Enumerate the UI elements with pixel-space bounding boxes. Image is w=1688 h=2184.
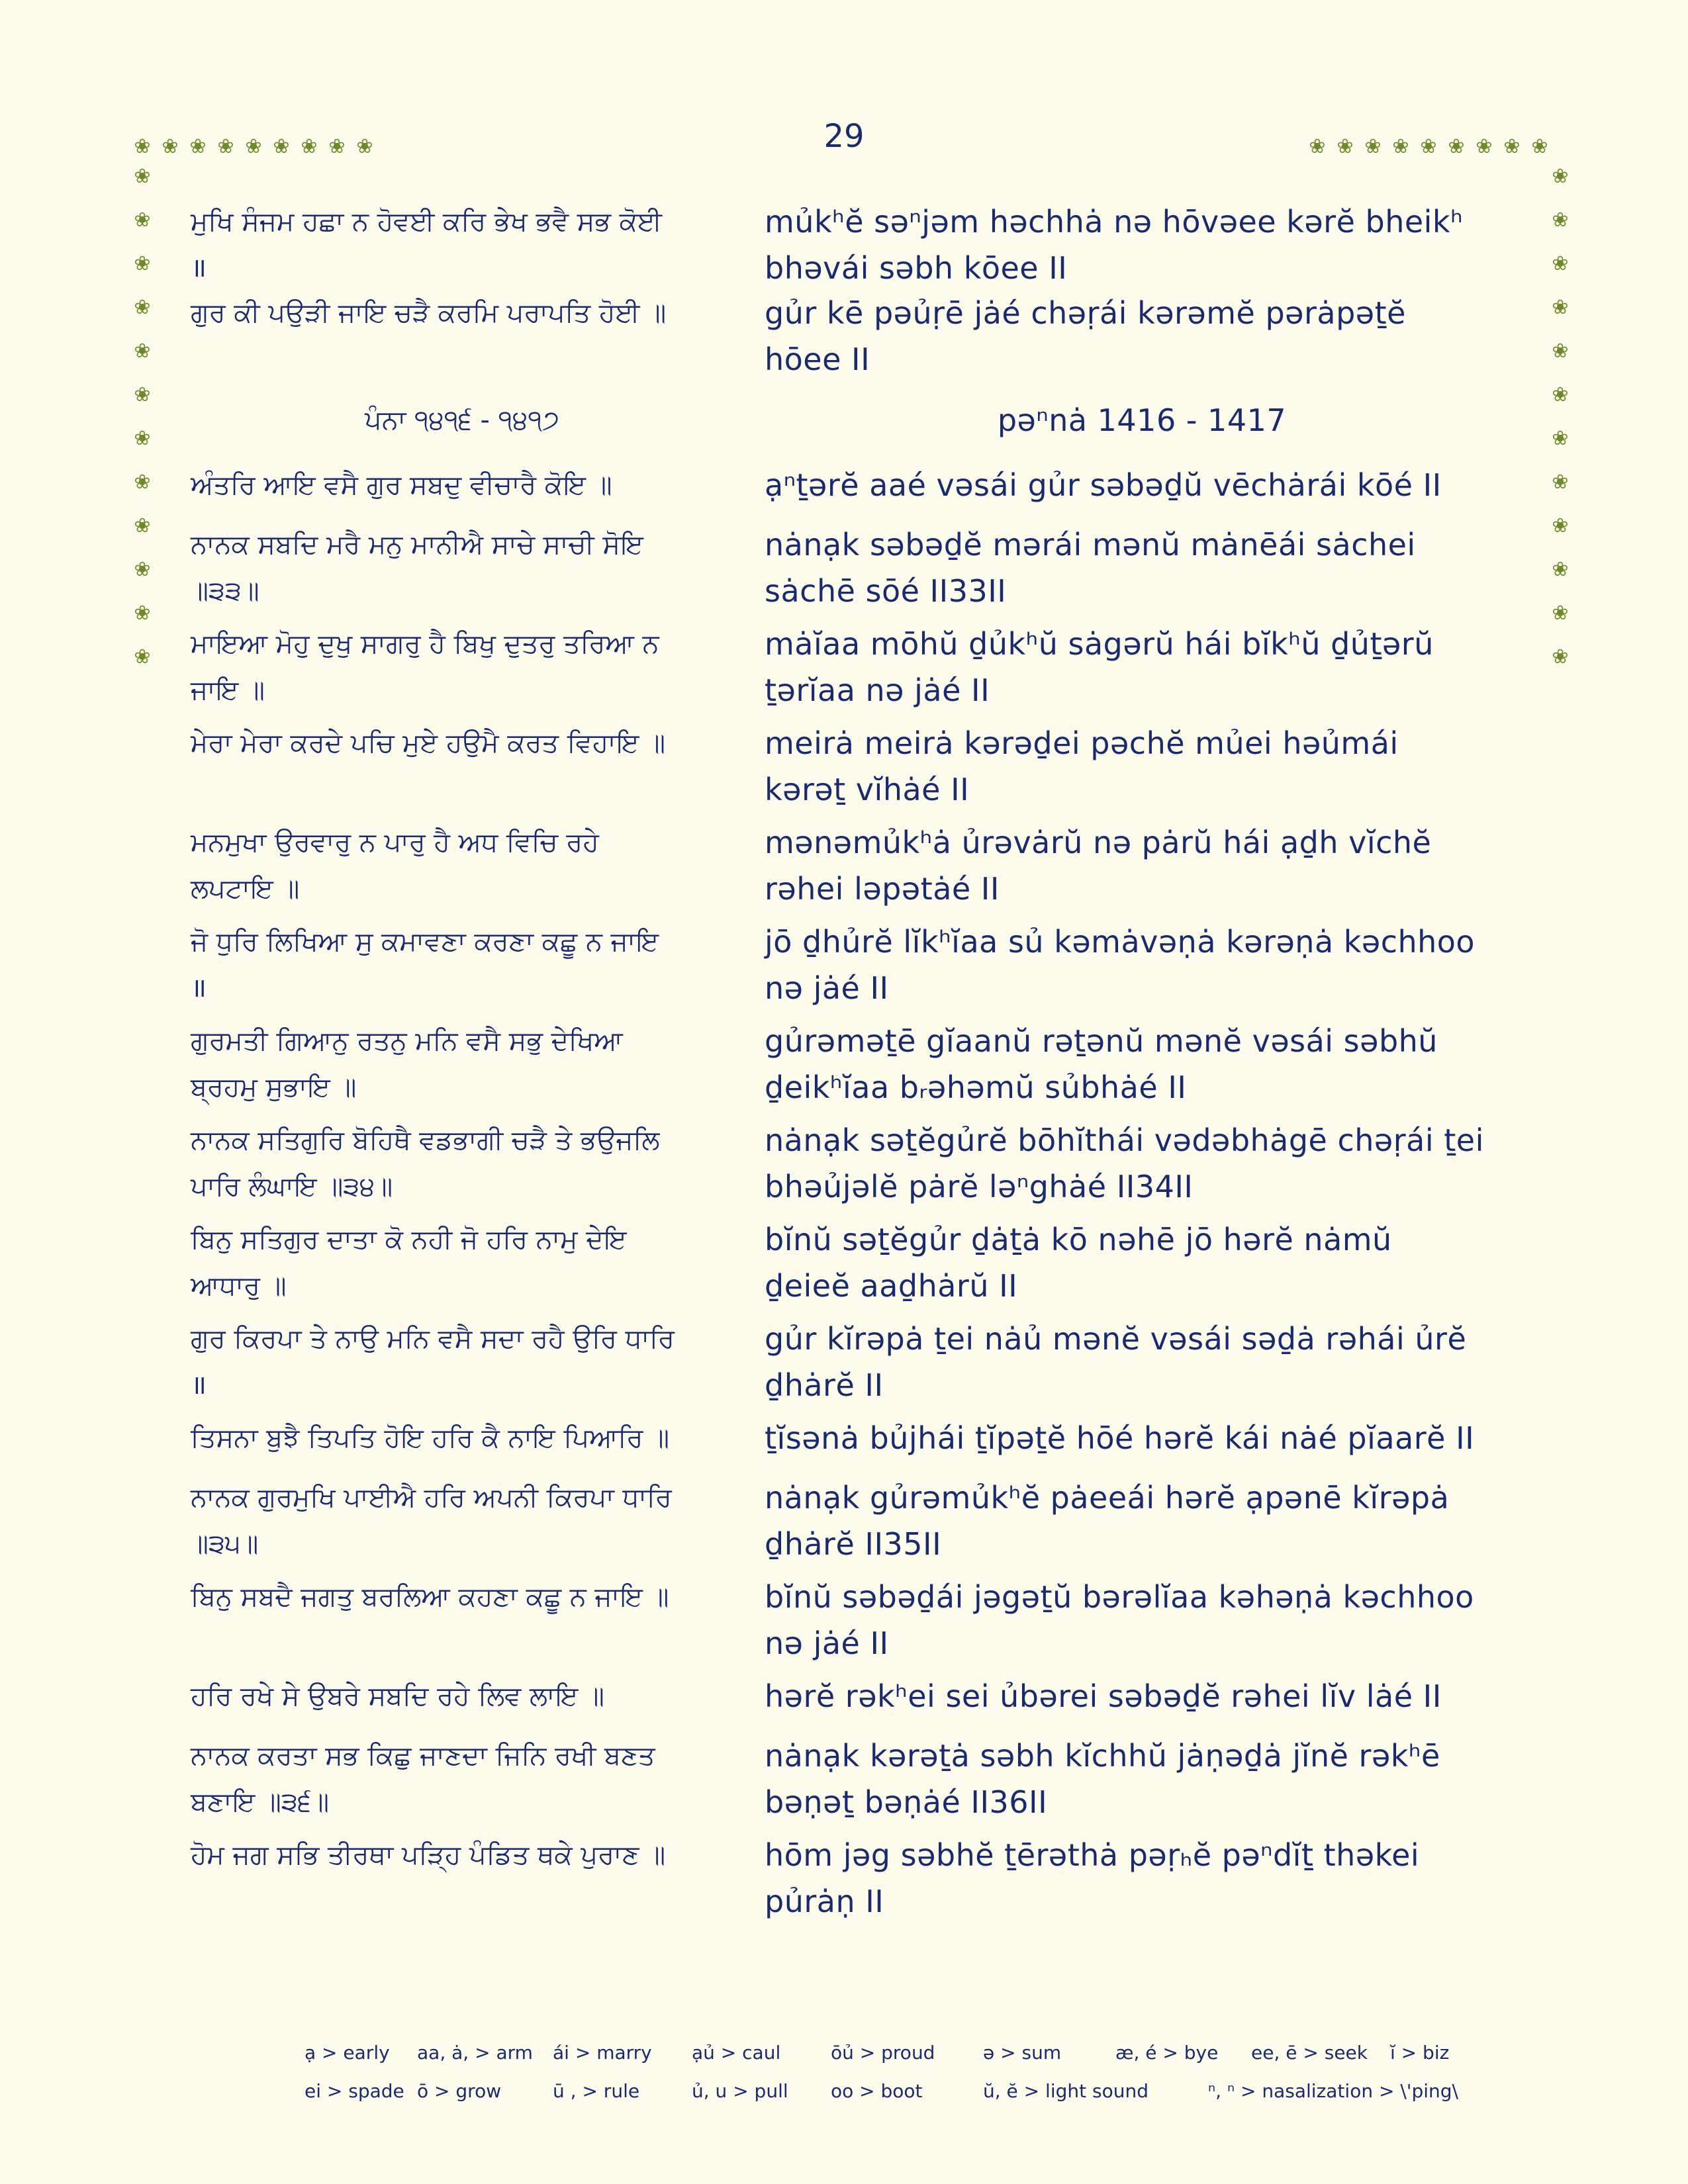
verse-transliteration-line: pủrȧṇ II (765, 1884, 884, 1919)
flower-icon: ❀ (134, 208, 151, 232)
flower-icon: ❀ (245, 135, 262, 158)
verse-transliteration-line: bĭnŭ səṯĕgủr ḏȧṯȧ kō nəhē jō hərĕ nȧmŭ (765, 1222, 1392, 1257)
verse-transliteration (765, 819, 1519, 912)
verse-transliteration-line: bĭnŭ səbəḏái jəgəṯŭ bərəlĭaa kəhəṇȧ kəchhoo (765, 1579, 1474, 1615)
verse-transliteration (765, 1475, 1519, 1567)
verse-gurmukhi (191, 1673, 733, 1719)
flower-icon: ❀ (273, 135, 290, 158)
verse-gurmukhi (191, 1117, 733, 1210)
verse-transliteration-line: ḏhȧrĕ II35II (765, 1526, 942, 1562)
verse-transliteration-line: ṯərĭaa nə jȧé II (765, 672, 990, 708)
page-range-gurmukhi (191, 397, 733, 443)
flower-icon: ❀ (1392, 135, 1409, 158)
flower-icon: ❀ (356, 135, 373, 158)
verse-transliteration-line: gủrəməṯē gĭaanŭ rəṯənŭ mənĕ vəsái səbhŭ (765, 1023, 1438, 1059)
verse-gurmukhi-line: ਜੋ ਧੁਰਿ ਲਿਖਿਆ ਸੁ ਕਮਾਵਣਾ ਕਰਣਾ ਕਛੂ ਨ ਜਾਇ (191, 927, 659, 957)
legend-item: ạ > early (305, 2042, 390, 2064)
flower-icon: ❀ (217, 135, 234, 158)
flower-icon: ❀ (134, 514, 151, 537)
verse-transliteration (765, 1832, 1519, 1925)
legend-item: ủ, u > pull (692, 2080, 788, 2102)
flower-icon: ❀ (1336, 135, 1354, 158)
verse-gurmukhi (191, 522, 733, 614)
verse-transliteration-line: hōm jəg səbhĕ ṯērəthȧ pəṛₕĕ pəⁿdĭṯ thəkei (765, 1837, 1420, 1873)
flower-icon: ❀ (1552, 296, 1569, 319)
verse-transliteration-line: nə jȧé II (765, 970, 889, 1006)
verse-gurmukhi-line: ਨਾਨਕ ਕਰਤਾ ਸਭ ਕਿਛੁ ਜਾਣਦਾ ਜਿਨਿ ਰਖੀ ਬਣਤ (191, 1741, 655, 1771)
verse-transliteration-line: pəⁿnȧ 1416 - 1417 (997, 402, 1287, 438)
verse-transliteration (765, 199, 1519, 291)
verse-gurmukhi-line: ਤਿਸਨਾ ਬੁਝੈ ਤਿਪਤਿ ਹੋਇ ਹਰਿ ਕੈ ਨਾਇ ਪਿਆਰਿ ॥ (191, 1423, 670, 1453)
flower-icon: ❀ (1552, 514, 1569, 537)
verse-gurmukhi (191, 1316, 733, 1408)
verse-transliteration (765, 1316, 1519, 1408)
legend-item: ee, ē > seek (1251, 2042, 1368, 2064)
legend-item: ō > grow (417, 2080, 502, 2102)
verse-transliteration (765, 290, 1519, 383)
verse-transliteration-line: nə jȧé II (765, 1625, 889, 1661)
verse-transliteration-line: bhəvái səbh kōee II (765, 250, 1068, 286)
legend-row (305, 2042, 1496, 2080)
verse-gurmukhi-line: ਬ੍ਰਹਮੁ ਸੁਭਾਇ ॥ (191, 1072, 357, 1103)
verse-transliteration-line: rəhei ləpətȧé II (765, 871, 1000, 907)
flower-icon: ❀ (134, 252, 151, 275)
verse-gurmukhi (191, 1832, 733, 1878)
verse-gurmukhi-line: ॥ (191, 253, 207, 283)
verse-transliteration (765, 720, 1519, 813)
verse-gurmukhi-line: ਨਾਨਕ ਸਬਦਿ ਮਰੈ ਮਨੁ ਮਾਨੀਐ ਸਾਚੇ ਸਾਚੀ ਸੋਇ (191, 529, 643, 560)
verse-gurmukhi (191, 1733, 733, 1825)
verse-transliteration-line: hərĕ rəkʰei sei ủbərei səbəḏĕ rəhei lĭv lȧé II (765, 1678, 1442, 1714)
verse-transliteration-line: kərəṯ vĭhȧé II (765, 772, 970, 807)
verse-transliteration-line: ạⁿṯərĕ aaé vəsái gủr səbəḏŭ vēchȧrái kōé II (765, 467, 1442, 503)
flower-icon: ❀ (134, 296, 151, 319)
verse-gurmukhi-line: ਮਨਮੁਖਾ ਉਰਵਾਰੁ ਨ ਪਾਰੁ ਹੈ ਅਧ ਵਿਚਿ ਰਹੇ (191, 827, 599, 858)
legend-item: ŭ, ĕ > light sound (983, 2080, 1149, 2102)
verse-gurmukhi-line: ਨਾਨਕ ਸਤਿਗੁਰਿ ਬੋਹਿਥੈ ਵਡਭਾਗੀ ਚੜੈ ਤੇ ਭਉਜਲਿ (191, 1125, 660, 1156)
flower-icon: ❀ (134, 165, 151, 188)
legend-item: ū , > rule (553, 2080, 640, 2102)
verse-transliteration (765, 919, 1519, 1011)
verse-transliteration-line: ḏeieĕ aaḏhȧrŭ II (765, 1268, 1018, 1304)
flower-icon: ❀ (301, 135, 318, 158)
flower-icon: ❀ (1503, 135, 1521, 158)
page-number: 29 (823, 118, 865, 155)
legend-item: ạủ > caul (692, 2042, 781, 2064)
verse-gurmukhi-line: ॥ (191, 973, 207, 1003)
flower-icon: ❀ (1552, 165, 1569, 188)
verse-gurmukhi (191, 1216, 733, 1309)
verse-gurmukhi-line: ॥੩੩॥ (191, 576, 259, 606)
verse-transliteration-line: nȧnạk səṯĕgủrĕ bōhĭthái vədəbhȧgē chəṛái ṯei (765, 1122, 1484, 1158)
flower-icon: ❀ (134, 135, 151, 158)
verse-gurmukhi-line: ਮੁਖਿ ਸੰਜਮ ਹਛਾ ਨ ਹੋਵਈ ਕਰਿ ਭੇਖ ਭਵੈ ਸਭ ਕੋਈ (191, 206, 662, 237)
verse-transliteration-line: mȧĭaa mōhŭ ḏủkʰŭ sȧgərŭ hái bĭkʰŭ ḏủṯərŭ (765, 626, 1434, 662)
verse-gurmukhi-line: ਆਧਾਰੁ ॥ (191, 1271, 287, 1301)
verse-gurmukhi-line: ਜਾਇ ॥ (191, 675, 265, 705)
verse-gurmukhi (191, 462, 733, 508)
verse-transliteration-line: mủkʰĕ səⁿjəm həchhȧ nə hōvəee kərĕ bheikʰ (765, 204, 1464, 240)
verse-transliteration-line: gủr kĭrəpȧ ṯei nȧủ mənĕ vəsái səḏȧ rəhái ủrĕ (765, 1321, 1467, 1357)
flower-icon: ❀ (134, 427, 151, 450)
verse-transliteration-line: nȧnạk gủrəmủkʰĕ pȧeeái hərĕ ạpənē kĭrəpȧ (765, 1480, 1450, 1516)
flower-icon: ❀ (134, 340, 151, 363)
page-range-translit (765, 397, 1519, 443)
legend-item: ə > sum (983, 2042, 1062, 2064)
flower-icon: ❀ (189, 135, 207, 158)
flower-icon: ❀ (1552, 383, 1569, 406)
flower-icon: ❀ (1448, 135, 1465, 158)
verse-transliteration (765, 1216, 1519, 1309)
flower-icon: ❀ (134, 383, 151, 406)
verse-gurmukhi-line: ਪਾਰਿ ਲੰਘਾਇ ॥੩੪॥ (191, 1171, 393, 1202)
verse-transliteration-line: ḏeikʰĭaa bᵣəhəmŭ sủbhȧé II (765, 1069, 1187, 1105)
legend-item: ái > marry (553, 2042, 652, 2064)
legend-item: aa, ȧ, > arm (417, 2042, 533, 2064)
verse-gurmukhi-line: ਗੁਰ ਕੀ ਪਉੜੀ ਜਾਇ ਚੜੈ ਕਰਮਿ ਪਰਾਪਤਿ ਹੋਈ ॥ (191, 298, 667, 328)
flower-icon: ❀ (1364, 135, 1382, 158)
pronunciation-legend (305, 2042, 1496, 2118)
verse-transliteration-line: bhəủjəlĕ pȧrĕ ləⁿghȧé II34II (765, 1169, 1194, 1205)
verse-gurmukhi (191, 1415, 733, 1461)
flower-icon: ❀ (1420, 135, 1437, 158)
flower-icon: ❀ (1552, 208, 1569, 232)
verse-transliteration-line: bəṇəṯ bəṇȧé II36II (765, 1784, 1048, 1820)
verse-transliteration (765, 1018, 1519, 1111)
verse-gurmukhi-line: ਹੋਮ ਜਗ ਸਭਿ ਤੀਰਥਾ ਪੜ੍ਹਿ ਪੰਡਿਤ ਥਕੇ ਪੁਰਾਣ ॥ (191, 1840, 666, 1870)
verse-transliteration (765, 1733, 1519, 1825)
verse-gurmukhi-line: ਬਿਨੁ ਸਬਦੈ ਜਗਤੁ ਬਰਲਿਆ ਕਹਣਾ ਕਛੂ ਨ ਜਾਇ ॥ (191, 1582, 669, 1612)
verse-gurmukhi-line: ਗੁਰ ਕਿਰਪਾ ਤੇ ਨਾਉ ਮਨਿ ਵਸੈ ਸਦਾ ਰਹੈ ਉਰਿ ਧਾਰਿ (191, 1324, 675, 1354)
verse-transliteration (765, 1673, 1519, 1719)
verse-transliteration-line: ḏhȧrĕ II (765, 1367, 884, 1403)
verse-transliteration (765, 462, 1519, 508)
verse-gurmukhi (191, 290, 733, 336)
verse-gurmukhi-line: ॥ (191, 1370, 207, 1400)
flower-icon: ❀ (134, 471, 151, 494)
legend-item: ⁿ, ⁿ > nasalization > \'ping\ (1208, 2080, 1458, 2102)
flower-icon: ❀ (1476, 135, 1493, 158)
flower-icon: ❀ (134, 558, 151, 581)
flower-icon: ❀ (1552, 471, 1569, 494)
legend-row (305, 2080, 1496, 2118)
flower-icon: ❀ (1552, 340, 1569, 363)
legend-item: oo > boot (831, 2080, 923, 2102)
verse-transliteration-line: gủr kē pəủṛē jȧé chəṛái kərəmĕ pərȧpəṯĕ (765, 295, 1406, 331)
legend-item: ōủ > proud (831, 2042, 935, 2064)
legend-item: ĭ > biz (1390, 2042, 1450, 2064)
verse-transliteration-line: jō ḏhủrĕ lĭkʰĭaa sủ kəmȧvəṇȧ kərəṇȧ kəchhoo (765, 924, 1476, 960)
verse-gurmukhi (191, 919, 733, 1011)
verse-gurmukhi (191, 819, 733, 912)
verse-transliteration-line: meirȧ meirȧ kərəḏei pəchĕ mủei həủmái (765, 725, 1399, 761)
verse-gurmukhi (191, 621, 733, 713)
flower-icon: ❀ (1552, 602, 1569, 625)
verse-transliteration (765, 1117, 1519, 1210)
verse-transliteration-line: ṯĭsənȧ bủjhái ṯĭpəṯĕ hōé hərĕ kái nȧé pĭaarĕ II (765, 1420, 1475, 1456)
verse-transliteration-line: hōee II (765, 341, 870, 377)
verse-transliteration-line: nȧnạk səbəḏĕ mərái mənŭ mȧnēái sȧchei (765, 527, 1416, 563)
flower-icon: ❀ (1552, 252, 1569, 275)
verse-gurmukhi-line: ਲਪਟਾਇ ॥ (191, 874, 300, 904)
flower-icon: ❀ (134, 645, 151, 668)
verse-gurmukhi-line: ਪੰਨਾ ੧੪੧੬ - ੧੪੧੭ (365, 405, 559, 435)
flower-icon: ❀ (1552, 427, 1569, 450)
verse-gurmukhi (191, 1475, 733, 1567)
flower-icon: ❀ (162, 135, 179, 158)
verse-transliteration-line: sȧchē sōé II33II (765, 573, 1007, 609)
verse-gurmukhi-line: ਅੰਤਰਿ ਆਇ ਵਸੈ ਗੁਰ ਸਬਦੁ ਵੀਚਾਰੈ ਕੋਇ ॥ (191, 470, 612, 500)
flower-icon: ❀ (1531, 135, 1548, 158)
verse-gurmukhi-line: ਗੁਰਮਤੀ ਗਿਆਨੁ ਰਤਨੁ ਮਨਿ ਵਸੈ ਸਭੁ ਦੇਖਿਆ (191, 1026, 623, 1056)
verse-gurmukhi (191, 720, 733, 766)
verse-gurmukhi-line: ਹਰਿ ਰਖੇ ਸੇ ਉਬਰੇ ਸਬਦਿ ਰਹੇ ਲਿਵ ਲਾਇ ॥ (191, 1681, 604, 1711)
verse-gurmukhi-line: ਬਣਾਇ ॥੩੬॥ (191, 1787, 330, 1817)
verse-gurmukhi-line: ਨਾਨਕ ਗੁਰਮੁਖਿ ਪਾਈਐ ਹਰਿ ਅਪਨੀ ਕਿਰਪਾ ਧਾਰਿ (191, 1482, 672, 1513)
verse-gurmukhi-line: ॥੩੫॥ (191, 1529, 259, 1559)
flower-icon: ❀ (134, 602, 151, 625)
verse-transliteration-line: mənəmủkʰȧ ủrəvȧrŭ nə pȧrŭ hái ạḏh vĭchĕ (765, 825, 1432, 860)
verse-transliteration (765, 621, 1519, 713)
flower-icon: ❀ (1309, 135, 1326, 158)
verse-gurmukhi (191, 1018, 733, 1111)
verse-transliteration (765, 522, 1519, 614)
verse-gurmukhi-line: ਬਿਨੁ ਸਤਿਗੁਰ ਦਾਤਾ ਕੋ ਨਹੀ ਜੋ ਹਰਿ ਨਾਮੁ ਦੇਇ (191, 1224, 627, 1255)
verse-transliteration-line: nȧnạk kərəṯȧ səbh kĭchhŭ jȧṇəḏȧ jĭnĕ rəkʰē (765, 1738, 1440, 1774)
verse-gurmukhi-line: ਮੇਰਾ ਮੇਰਾ ਕਰਦੇ ਪਚਿ ਮੁਏ ਹਉਮੈ ਕਰਤ ਵਿਹਾਇ ॥ (191, 728, 666, 758)
verse-gurmukhi-line: ਮਾਇਆ ਮੋਹੁ ਦੁਖੁ ਸਾਗਰੁ ਹੈ ਬਿਖੁ ਦੁਤਰੁ ਤਰਿਆ ਨ (191, 629, 659, 659)
flower-icon: ❀ (1552, 558, 1569, 581)
legend-item: æ, é > bye (1115, 2042, 1219, 2064)
flower-icon: ❀ (328, 135, 346, 158)
verse-gurmukhi (191, 199, 733, 291)
legend-item: ei > spade (305, 2080, 404, 2102)
verse-transliteration (765, 1574, 1519, 1666)
verse-transliteration (765, 1415, 1519, 1461)
verse-gurmukhi (191, 1574, 733, 1620)
flower-icon: ❀ (1552, 645, 1569, 668)
